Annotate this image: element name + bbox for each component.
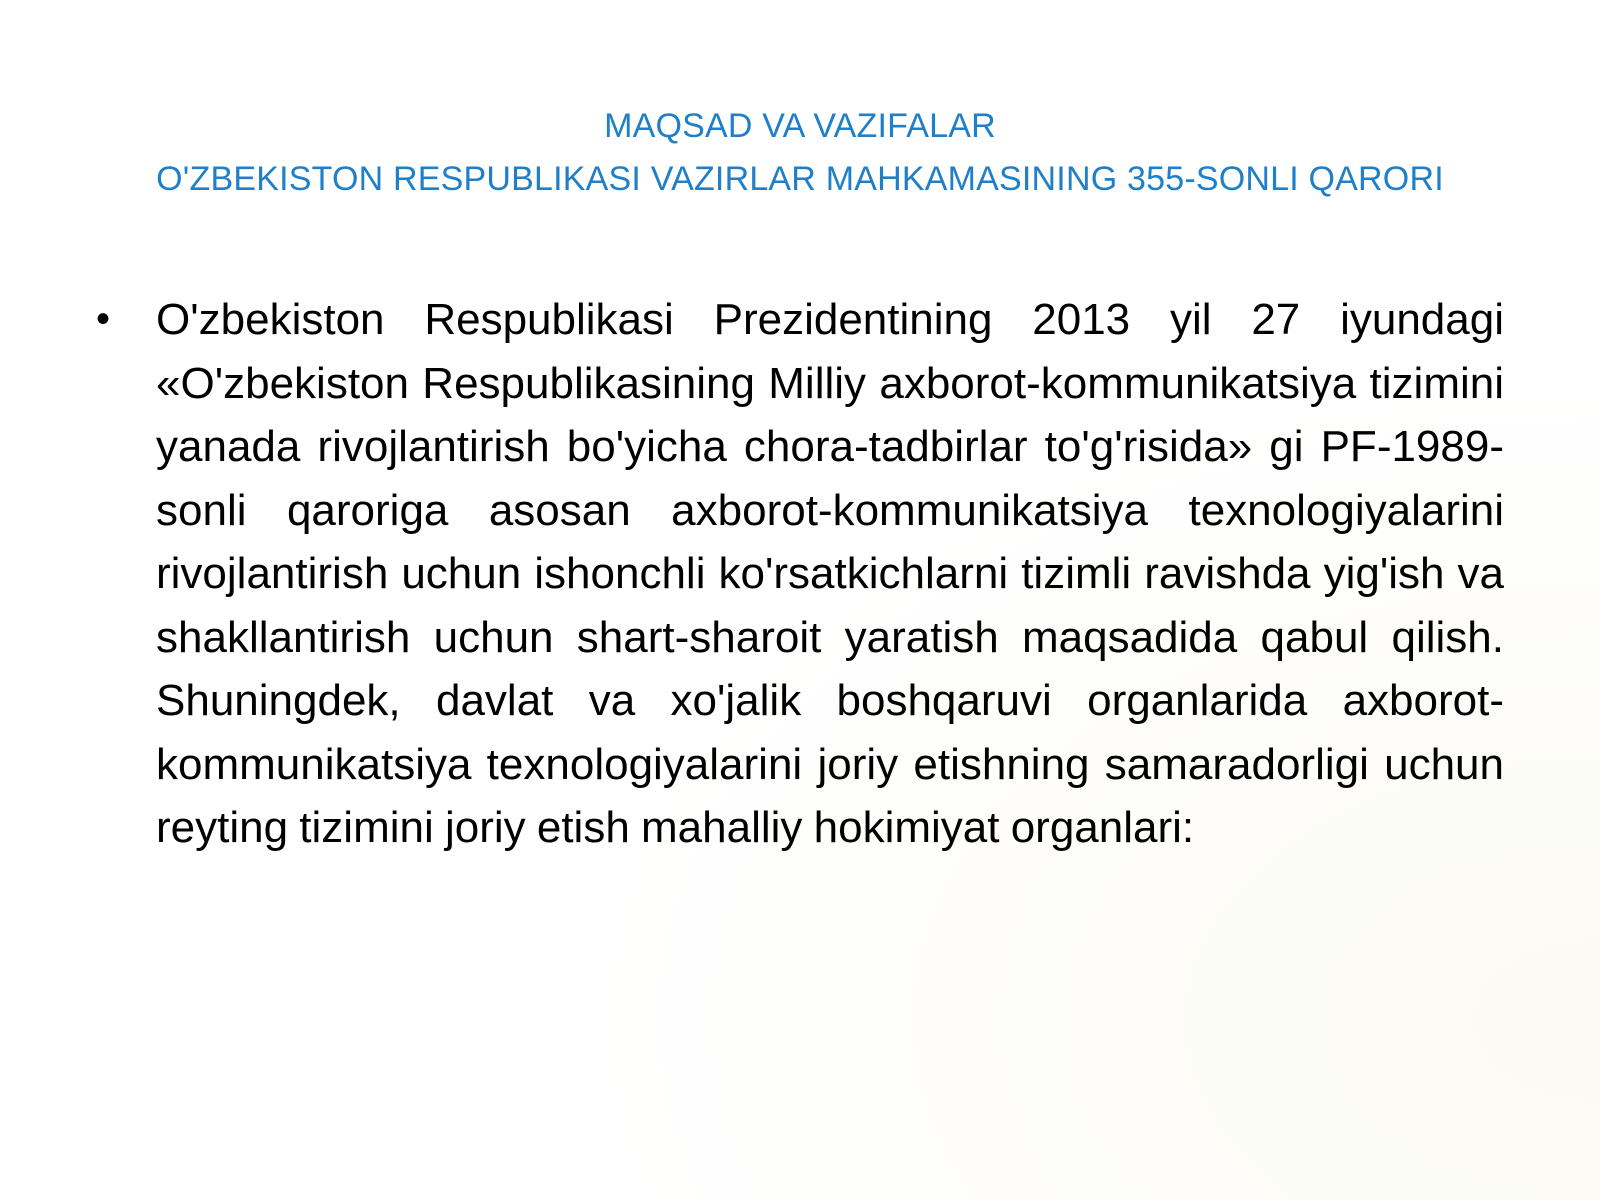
bullet-item xyxy=(94,288,1504,860)
bullet-icon: • xyxy=(96,297,111,341)
title-line-2: O'ZBEKISTON RESPUBLIKASI VAZIRLAR MAHKAMASINING 355-SONLI QARORI xyxy=(156,160,1444,198)
bullet-text: O'zbekiston Respublikasi Prezidentining 2013 yil 27 iyundagi «O'zbekiston Respublikasining Milliy axborot-kommunikatsiya tizimini yanada rivojlantirish bo'yicha chora-tadbirlar to'g'risida» gi PF-1989-sonli qaroriga asosan axborot-kommunikatsiya texnologiyalarini rivojlantirish uchun ishonchli ko'rsatkichlarni tizimli ravishda yig'ish va shakllantirish uchun shart-sharoit yaratish maqsadida qabul qilish. Shuningdek, davlat va xo'jalik boshqaruvi organlarida axborot-kommunikatsiya texnologiyalarini joriy etishning samaradorligi uchun reyting tizimini joriy etish mahalliy hokimiyat organlari: xyxy=(156,295,1504,852)
slide-title xyxy=(40,100,1560,206)
title-line-1: MAQSAD VA VAZIFALAR xyxy=(604,107,996,145)
bullet-list xyxy=(94,288,1504,860)
